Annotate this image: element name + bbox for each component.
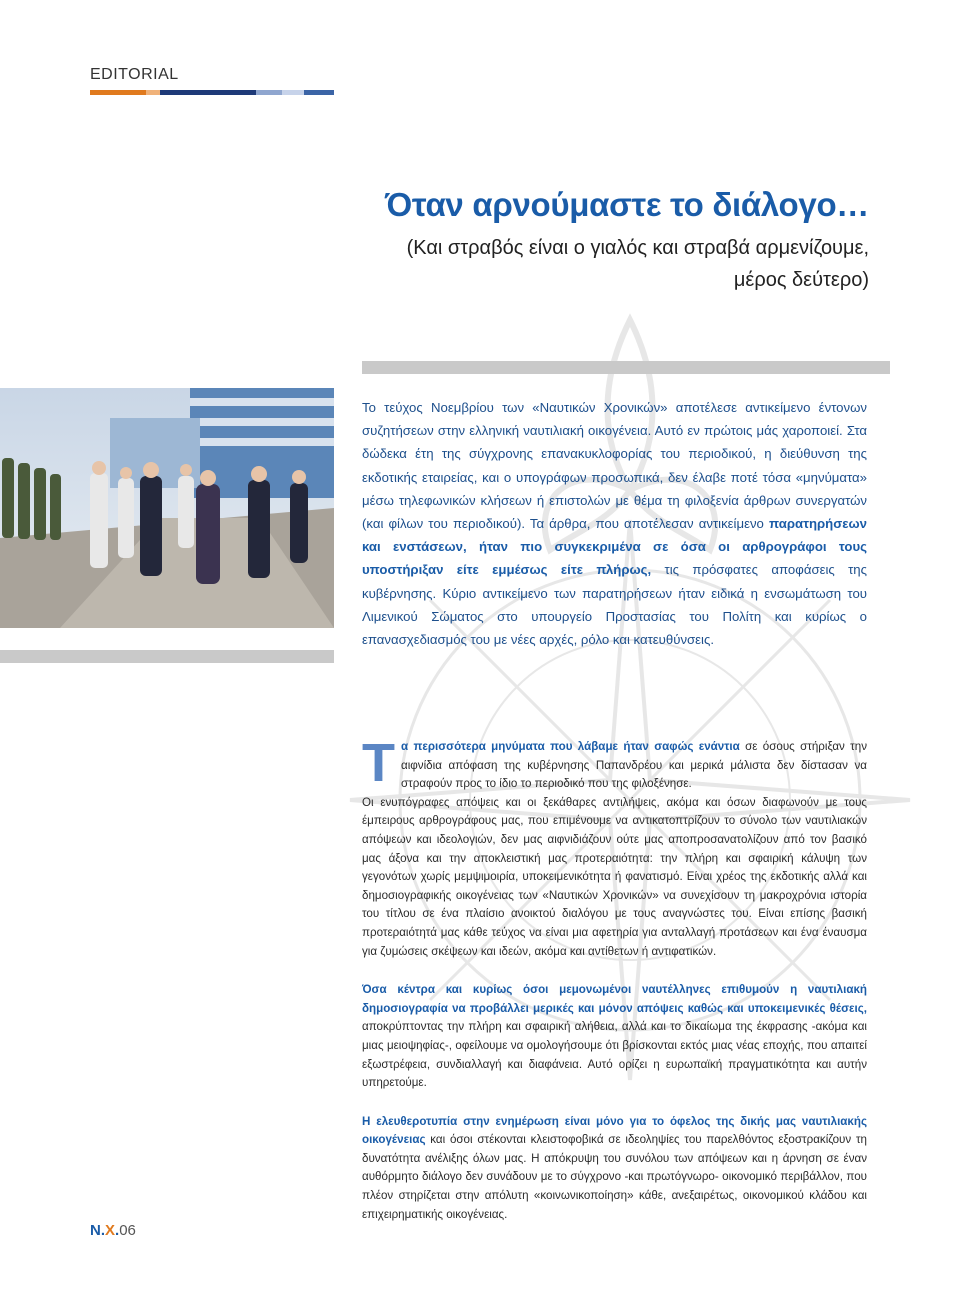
paragraph-3-highlight: Όσα κέντρα και κυρίως όσοι μεμονωμένοι ναυτέλληνες επιθυμούν η ναυτιλιακή δημοσιογραφία να προβάλλει μερικές και μόνον απόψεις καθώς και υποκειμενικές θέσεις, [362,983,867,1015]
article-subtitle: (Και στραβός είναι ο γιαλός και στραβά αρμενίζουμε, μέρος δεύτερο) [406,237,869,291]
grey-rule-bottom [0,650,334,663]
bar-segment [146,90,160,95]
article-body [362,733,867,1224]
page-folio [90,1222,136,1239]
paragraph-3-text: αποκρύπτοντας την πλήρη και σφαιρική αλήθεια, αλλά και το δικαίωμα της έκφρασης -ακόμα και μιας μειοψηφίας-, οφείλουμε να ομολογήσουμε ότι βρίσκονται εκτός μιας νέας εποχής, που απαιτεί εξωστρέφεια, συνδιαλλαγή και διαφάνεια. Αυτό ορίζει η ευρωπαϊκή πραγματικότητα και αυτήν υπηρετούμε. [362,1020,867,1090]
folio-dot: . [100,1222,106,1239]
folio-dot-2: . [115,1222,120,1239]
paragraph-4-highlight: Η ελευθεροτυπία στην ενημέρωση είναι μόνο για το όφελος της δικής μας ναυτιλιακής οικογένειας [362,1114,867,1147]
drop-cap: Τ [362,733,395,793]
bar-segment [90,90,146,95]
paragraph-1-text: σε όσους στήριξαν την αιφνίδια απόφαση της κυβέρνησης Παπανδρέου και μερικά μάλιστα δεν δίστασαν να στραφούν προς το ίδιο το περιοδικό που της φιλοξένησε. [401,740,867,791]
bar-segment [160,90,256,95]
bar-segment [304,90,334,95]
grey-rule-top [362,361,890,374]
paragraph-1 [362,733,867,794]
page-number: 06 [119,1222,136,1239]
paragraph-2: Οι ενυπόγραφες απόψεις και οι ξεκάθαρες αντιλήψεις, ακόμα και όσων διαφωνούν με τους έμπειρους αρθρογράφους μας, που επιμένουμε να αντικατοπτρίζουν το σύνολο των ναυτιλιακών απόψεων και ιδεολογιών, δεν μας αιφνιδιάζουν ούτε μας αποπροσανατολίζουν από τον βασικό μας άξονα και την αποκλειστική μας προτεραιότητα: την πλήρη και σφαιρική κάλυψη των γεγονότων χωρίς μεμψιμοιρία, υποκειμενικότητα ή φανατισμό. Είναι χρέος της εκδοτικής αλλά και δημοσιογραφικής οικογένειας των «Ναυτικών Χρονικών» να συνεχίσουν τη μακροχρόνια ιστορία του τίτλου σε ένα πλαίσιο ανοικτού διαλόγου με τους αναγνώστες του. Είναι επίσης βασική προτεραιότητά μας κάθε τεύχος να είναι μια αφετηρία για ανταλλαγή προτάσεων και ένα έναυσμα για ζυμώσεις σκέψεων και ιδεών, ακόμα και αντίθετων ή αντιφατικών. [362,795,867,958]
bar-segment [282,90,304,95]
paragraph-3 [362,981,867,1093]
bar-segment [256,90,282,95]
intro-text-end: τις πρόσφατες αποφάσεις της κυβέρνησης. Κύριο αντικείμενο των παρατηρήσεων ήταν ειδικά η ενσωμάτωση του Λιμενικού Σώματος στο υπουργείο Προστασίας του Πολίτη και κυρίως ο επανασχεδιασμός του με νέες αρχές, ρόλο και κατευθύνσεις. [362,562,867,648]
intro-highlight: παρατηρήσεων και ενστάσεων, ήταν πιο συγκεκριμένα σε όσα οι αρθρογράφοι τους υποστήριξαν είτε εμμέσως είτε πλήρως, [362,516,867,578]
intro-text: Το τεύχος Νοεμβρίου των «Ναυτικών Χρονικών» αποτέλεσε αντικείμενο έντονων συζητήσεων στην ελληνική ναυτιλιακή οικογένεια. Αυτό εν πρώτοις μάς χαροποιεί. Στα δώδεκα έτη της σύγχρονης επανακυκλοφορίας του περιοδικού, η διεύθυνση της εκδοτικής εταιρείας, και ο υπογράφων προσωπικά, δεν έλαβε ποτέ τόσα «μηνύματα» μέσω τηλεφωνικών κλήσεων ή επιστολών με θέμα τη φιλοξενία άρθρων συνεργατών (και φίλων του περιοδικού). Τα άρθρα, που αποτέλεσαν αντικείμενο [362,400,867,532]
folio-x: X [105,1222,116,1239]
ceremony-photo [0,388,334,628]
paragraph-1-highlight: α περισσότερα μηνύματα που λάβαμε ήταν σαφώς ενάντια [401,740,740,753]
section-color-bar [90,90,334,95]
folio-n: N [90,1222,101,1239]
intro-paragraph [362,396,867,651]
article-title: Όταν αρνούμαστε το διάλογο… [385,186,869,223]
paragraph-4-text: και όσοι στέκονται κλειστοφοβικά σε ιδεοληψίες του παρελθόντος εξοστρακίζουν τη δυνατότητα ανέλιξης όλων μας. Η απόκρυψη του συνόλου των απόψεων και η άρνηση σε έναν αυθόρμητο διάλογο δεν συνάδουν με το σύγχρονο -και πρωτόγνωρο- οικονομικό περιβάλλον, που πλέον στηρίζεται στην απόλυτη «κοινωνικοποίηση» κάθε, ανεξαιρέτως, οικονομικού κλάδου και επιχειρηματικής οικογένειας. [362,1133,867,1221]
section-label: EDITORIAL [90,66,179,83]
paragraph-4 [362,1113,867,1225]
